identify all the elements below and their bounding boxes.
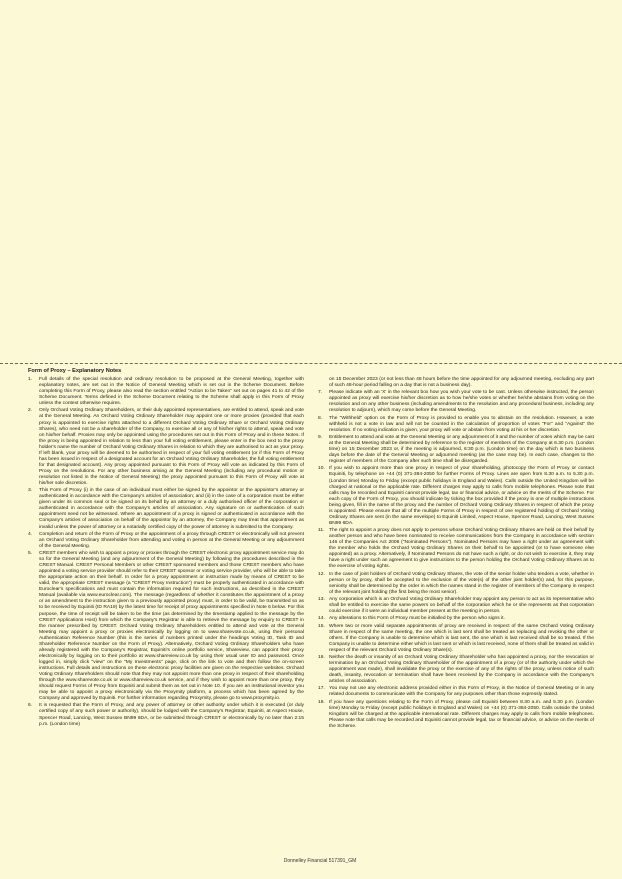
note-item	[28, 551, 304, 702]
note-item	[318, 700, 594, 730]
note-item	[318, 616, 594, 622]
note-item	[318, 377, 594, 389]
note-number: 13.	[318, 596, 325, 602]
note-text: Any alterations to this Form of Proxy must be initialled by the person who signs it.	[329, 616, 505, 622]
note-number: 2.	[28, 408, 33, 414]
note-text: Please indicate with an 'X' in the relevant box how you wish your vote to be cast. Unless otherwise instructed, the person appointed as proxy will exercise his/her discretion as to how he/she votes or whether he/she abstains from voting on the resolution and on any other business (including amendments to the resolution and any procedural business, including any resolution to adjourn), which may come before the General Meeting.	[329, 390, 594, 414]
notes-heading: Form of Proxy – Explanatory Notes	[28, 368, 122, 374]
note-item	[318, 655, 594, 685]
note-number: 1.	[28, 377, 33, 382]
note-item	[318, 597, 594, 615]
note-item	[28, 532, 304, 550]
note-number: 14.	[318, 616, 325, 622]
explanatory-notes	[28, 368, 594, 731]
note-item	[318, 435, 594, 465]
note-text: CREST members who wish to appoint a proxy or proxies through the CREST electronic proxy appointment service may do so for the General Meeting (and any adjournment of the General Meeting) by following the procedures described in the CREST Manual. CREST Personal Members or other CREST sponsored members and those CREST members who have appointed a voting service provider should refer to their CREST sponsor or voting service provider, who will be able to take the appropriate action on their behalf. In order for a proxy appointment or instruction made by means of CREST to be valid, the appropriate CREST message (a "CREST Proxy Instruction") must be properly authenticated in accordance with Euroclear's specifications and must contain the information required for such instructions, as described in the CREST Manual (available via www.euroclear.com). The message (regardless of whether it constitutes the appointment of a proxy or an amendment to the instruction given to a previously appointed proxy) must, in order to be valid, be transmitted so as to be received by Equiniti (ID RA19) by the latest time for receipt of proxy appointments specified in Note 6 below. For this purpose, the time of receipt will be taken to be the time (as determined by the timestamp applied to the message by the CREST Applications Host) from which the Company's Registrar is able to retrieve the message by enquiry to CREST in the manner prescribed by CREST. Orchard Voting Ordinary Shareholders entitled to attend and vote at the General Meeting may appoint a proxy or proxies electronically by logging on to www.sharevote.co.uk, using their personal Authentication Reference Number (this is the series of numbers printed under the headings Voting ID, Task ID and Shareholder Reference Number on the Form of Proxy). Alternatively, Orchard Voting Ordinary Shareholders who have already registered with the Company's Registrar, Equiniti's online portfolio service, Shareview, can appoint their proxy electronically by logging on to their portfolio at www.shareview.co.uk by using their usual user ID and password. Once logged in, simply click "view" on the "My Investments" page, click on the link to vote and then follow the on-screen instructions. Full details and instructions on these electronic proxy facilities are given on the respective websites. Orchard Voting Ordinary Shareholders should note that they may not appoint more than one proxy in respect of their shareholding through the www.sharevote.co.uk or www.shareview.co.uk service, and if they wish to appoint more than one proxy, they should request Forms of Proxy from Equiniti and submit them as set out in Note 10. If you are an institutional investor you may be able to appoint a proxy electronically via the Proxymity platform, a process which has been agreed by the Company and approved by Equiniti. For further information regarding Proxymity, please go to www.proxymity.io.	[39, 551, 304, 702]
note-number: 7.	[318, 390, 323, 396]
note-text: Completion and return of the Form of Proxy or the appointment of a proxy through CREST or electronically will not prevent an Orchard Voting Ordinary Shareholder from attending and voting in person at the General Meeting or any adjournment of the General Meeting.	[39, 531, 304, 549]
printer-footer: Donnelley Financial 517391_GM	[283, 858, 357, 864]
note-text: The "Withheld" option on the Form of Proxy is provided to enable you to abstain on the resolution. However, a vote withheld is not a vote in law and will not be counted in the calculation of proportion of votes "For" and "Against" the resolution. If no voting indication is given, your proxy will vote or abstain from voting at his or her discretion.	[329, 415, 594, 433]
note-number	[318, 377, 329, 389]
note-number: 11.	[318, 528, 325, 534]
note-number: 12.	[318, 571, 325, 577]
note-number: 15.	[318, 623, 325, 629]
note-text: on 15 December 2023 (or not less than 48 hours before the time appointed for any adjourned meeting, excluding any part of such 48-hour period falling on a day that is not a business day).	[329, 377, 594, 389]
note-number: 6.	[28, 703, 33, 709]
note-number: 16.	[318, 654, 325, 660]
note-text: Where two or more valid separate appointments of proxy are received in respect of the same Orchard Voting Ordinary Share in respect of the same meeting, the one which is last sent shall be treated as replacing and revoking the other or others. If the Company is unable to determine which is last sent, the one which is last received shall be so treated. If the Company is unable to determine either which is last sent or which is last received, none of them shall be treated as valid in respect of the relevant Orchard Voting Ordinary Share(s).	[329, 623, 594, 653]
note-item	[318, 572, 594, 596]
note-item	[318, 624, 594, 654]
note-number: 9.	[318, 434, 323, 440]
note-text: Any corporation which is an Orchard Voting Ordinary Shareholder may appoint any person to act as its representative who shall be entitled to exercise the same powers on behalf of the corporation which he or she represents as that corporation could exercise if it were an individual member present at the meeting in person.	[329, 596, 594, 615]
note-text: It is requested that the Form of Proxy, and any power of attorney or other authority under which it is executed (or duly certified copy of any such power or authority), should be lodged with the Company's Registrar, Equiniti, at Aspect House, Spencer Road, Lancing, West Sussex BN99 6DA, or be submitted through CREST or electronically by no later than 2:15 p.m. (London time)	[39, 703, 304, 727]
note-item	[318, 686, 594, 698]
note-item	[28, 377, 304, 407]
note-item	[318, 528, 594, 570]
notes-column-left	[28, 377, 304, 731]
note-number: 8.	[318, 415, 323, 421]
note-text: If you have any questions relating to the Form of Proxy, please call Equiniti between 8.30 a.m. and 5.30 p.m. (London time) Monday to Friday (except public holidays in England and Wales) on +44 (0) 371-384-2050. Calls outside the United Kingdom will be charged at the applicable international rate. Different charges may apply to calls from mobile telephones. Please note that calls may be recorded and Equiniti cannot provide legal, tax or financial advice, or advice on the merits of the Scheme.	[329, 699, 594, 729]
notes-column-right	[318, 377, 594, 731]
note-number: 18.	[318, 699, 325, 705]
perforation-line	[0, 363, 622, 364]
note-text: The right to appoint a proxy does not apply to persons whose Orchard Voting Ordinary Shares are held on their behalf by another person and who have been nominated to receive communications from the Company in accordance with section 146 of the Companies Act 2006 ("Nominated Persons"). Nominated Persons may have a right under an agreement with the member who holds the Orchard Voting Ordinary Shares on their behalf to be appointed (or to have someone else appointed) as a proxy. Alternatively, if Nominated Persons do not have such a right, or do not wish to exercise it, they may have a right under such an agreement to give instructions to the person holding the Orchard Voting Ordinary Shares as to the exercise of voting rights.	[329, 528, 594, 570]
note-text: Entitlement to attend and vote at the General Meeting or any adjournment of it and the number of votes which may be cast at the General Meeting shall be determined by reference to the register of members of the Company at 6.30 p.m. (London time) on 15 December 2023 or, if the meeting is adjourned, 6:30 p.m. (London time) on the day which is two business days before the date of the General Meeting or adjourned meeting (as the case may be). In each case, changes to the register of members of the Company after such time shall be disregarded.	[329, 434, 594, 465]
note-text: This Form of Proxy (i) in the case of an individual must either be signed by the appointor or the appointor's attorney or authenticated in accordance with the Company's articles of association; and (ii) in the case of a corporation must be either given under its common seal or be signed on its behalf by an attorney or a duly authorised officer of the corporation or authenticated in accordance with the Company's articles of association. Any signature on or authentication of such appointment need not be witnessed. Where an appointment of a proxy is signed or authenticated in accordance with the Company's articles of association on behalf of the appointor by an attorney, the Company may treat that appointment as invalid unless the power of attorney or a notarially certified copy of the power of attorney is submitted to the Company.	[39, 488, 304, 530]
note-text: Full details of the special resolution and ordinary resolution to be proposed at the General Meeting, together with explanatory notes, are set out in the Notice of General Meeting which is set out in the Scheme Document. Before completing this Form of Proxy, please also read the section entitled "Action to be Taken" set out on pages 41 to 42 of the Scheme Document. Terms defined in the Scheme Document relating to the Scheme shall apply in this Form of Proxy unless the context otherwise requires.	[39, 377, 304, 407]
note-text: Neither the death or insanity of an Orchard Voting Ordinary Shareholder who has appointed a proxy, nor the revocation or termination by an Orchard Voting Ordinary Shareholder of the appointment of a proxy (or of the authority under which the appointment was made), shall invalidate the proxy or the exercise of any of the rights of the proxy, unless notice of such death, insanity, revocation or termination shall have been received by the Company in accordance with the Company's articles of association.	[329, 654, 594, 685]
note-number: 5.	[28, 551, 33, 557]
note-item	[28, 408, 304, 487]
note-text: If you wish to appoint more than one proxy in respect of your shareholding, photocopy the Form of Proxy or contact Equiniti, by telephone on +44 (0) 371-384-2050 for further Forms of Proxy. Lines are open from 8.30 a.m. to 5.30 p.m. (London time) Monday to Friday (except public holidays in England and Wales). Calls outside the United Kingdom will be charged at national or the applicable rate. Different charges may apply to calls from mobile telephones. Please note that calls may be recorded and Equiniti cannot provide legal, tax or financial advice, or advice on the merits of the Scheme. For each copy of the Form of Proxy, you should indicate by ticking the box provided if the proxy is one of multiple instructions being given, fill in the name of the proxy and the number of Orchard Voting Ordinary Shares in respect of which the proxy is appointed. Please ensure that all of the multiple Forms of Proxy in respect of one registered holding of Orchard Voting Ordinary Shares are sent (in the same envelope) to Equiniti Limited, Aspect House, Spencer Road, Lancing, West Sussex BN99 6DA.	[329, 466, 594, 526]
note-text: Only Orchard Voting Ordinary Shareholders, or their duly appointed representatives, are entitled to attend, speak and vote at the General Meeting. An Orchard Voting Ordinary Shareholder may appoint one or more proxies (provided that each proxy is appointed to exercise rights attached to a different Orchard Voting Ordinary Share or Orchard Voting Ordinary Shares), who need not be a shareholder of the Company, to exercise all or any of his/her rights to attend, speak and vote on his/her behalf. Proxies may only be appointed using the procedures set out in this Form of Proxy and in these Notes. If the proxy is being appointed in relation to less than your full voting entitlement, please enter in the box next to the proxy holder's name the number of Orchard Voting Ordinary Shares in relation to which they are authorised to act as your proxy. If left blank, your proxy will be deemed to be authorised in respect of your full voting entitlement (or if this Form of Proxy has been issued in respect of a designated account for an Orchard Voting Ordinary Shareholder, the full voting entitlement for that designated account). Any proxy appointed pursuant to this Form of Proxy will vote as indicated by this Form of Proxy on the resolutions. For any other business arising at the General Meeting (including any procedural motion or resolution not listed in the Notice of General Meeting) the proxy appointed pursuant to this Form of Proxy will vote at his/her sole discretion.	[39, 408, 304, 486]
note-text: You may not use any electronic address provided either in this Form of Proxy, in the Notice of General Meeting or in any related documents to communicate with the Company for any purposes other than those expressly stated.	[329, 686, 594, 698]
note-item	[318, 466, 594, 526]
note-number: 4.	[28, 531, 33, 537]
note-item	[28, 703, 304, 727]
note-number: 10.	[318, 466, 325, 472]
note-item	[28, 488, 304, 530]
note-text: In the case of joint holders of Orchard Voting Ordinary Shares, the vote of the senior holder who tenders a vote, whether in person or by proxy, shall be accepted to the exclusion of the vote(s) of the other joint holder(s) and, for this purpose, seniority shall be determined by the order in which the names stand in the register of members of the Company in respect of the relevant joint holding (the first being the most senior).	[329, 571, 594, 595]
note-item	[318, 390, 594, 414]
note-item	[318, 416, 594, 434]
note-number: 17.	[318, 686, 325, 692]
note-number: 3.	[28, 488, 33, 494]
